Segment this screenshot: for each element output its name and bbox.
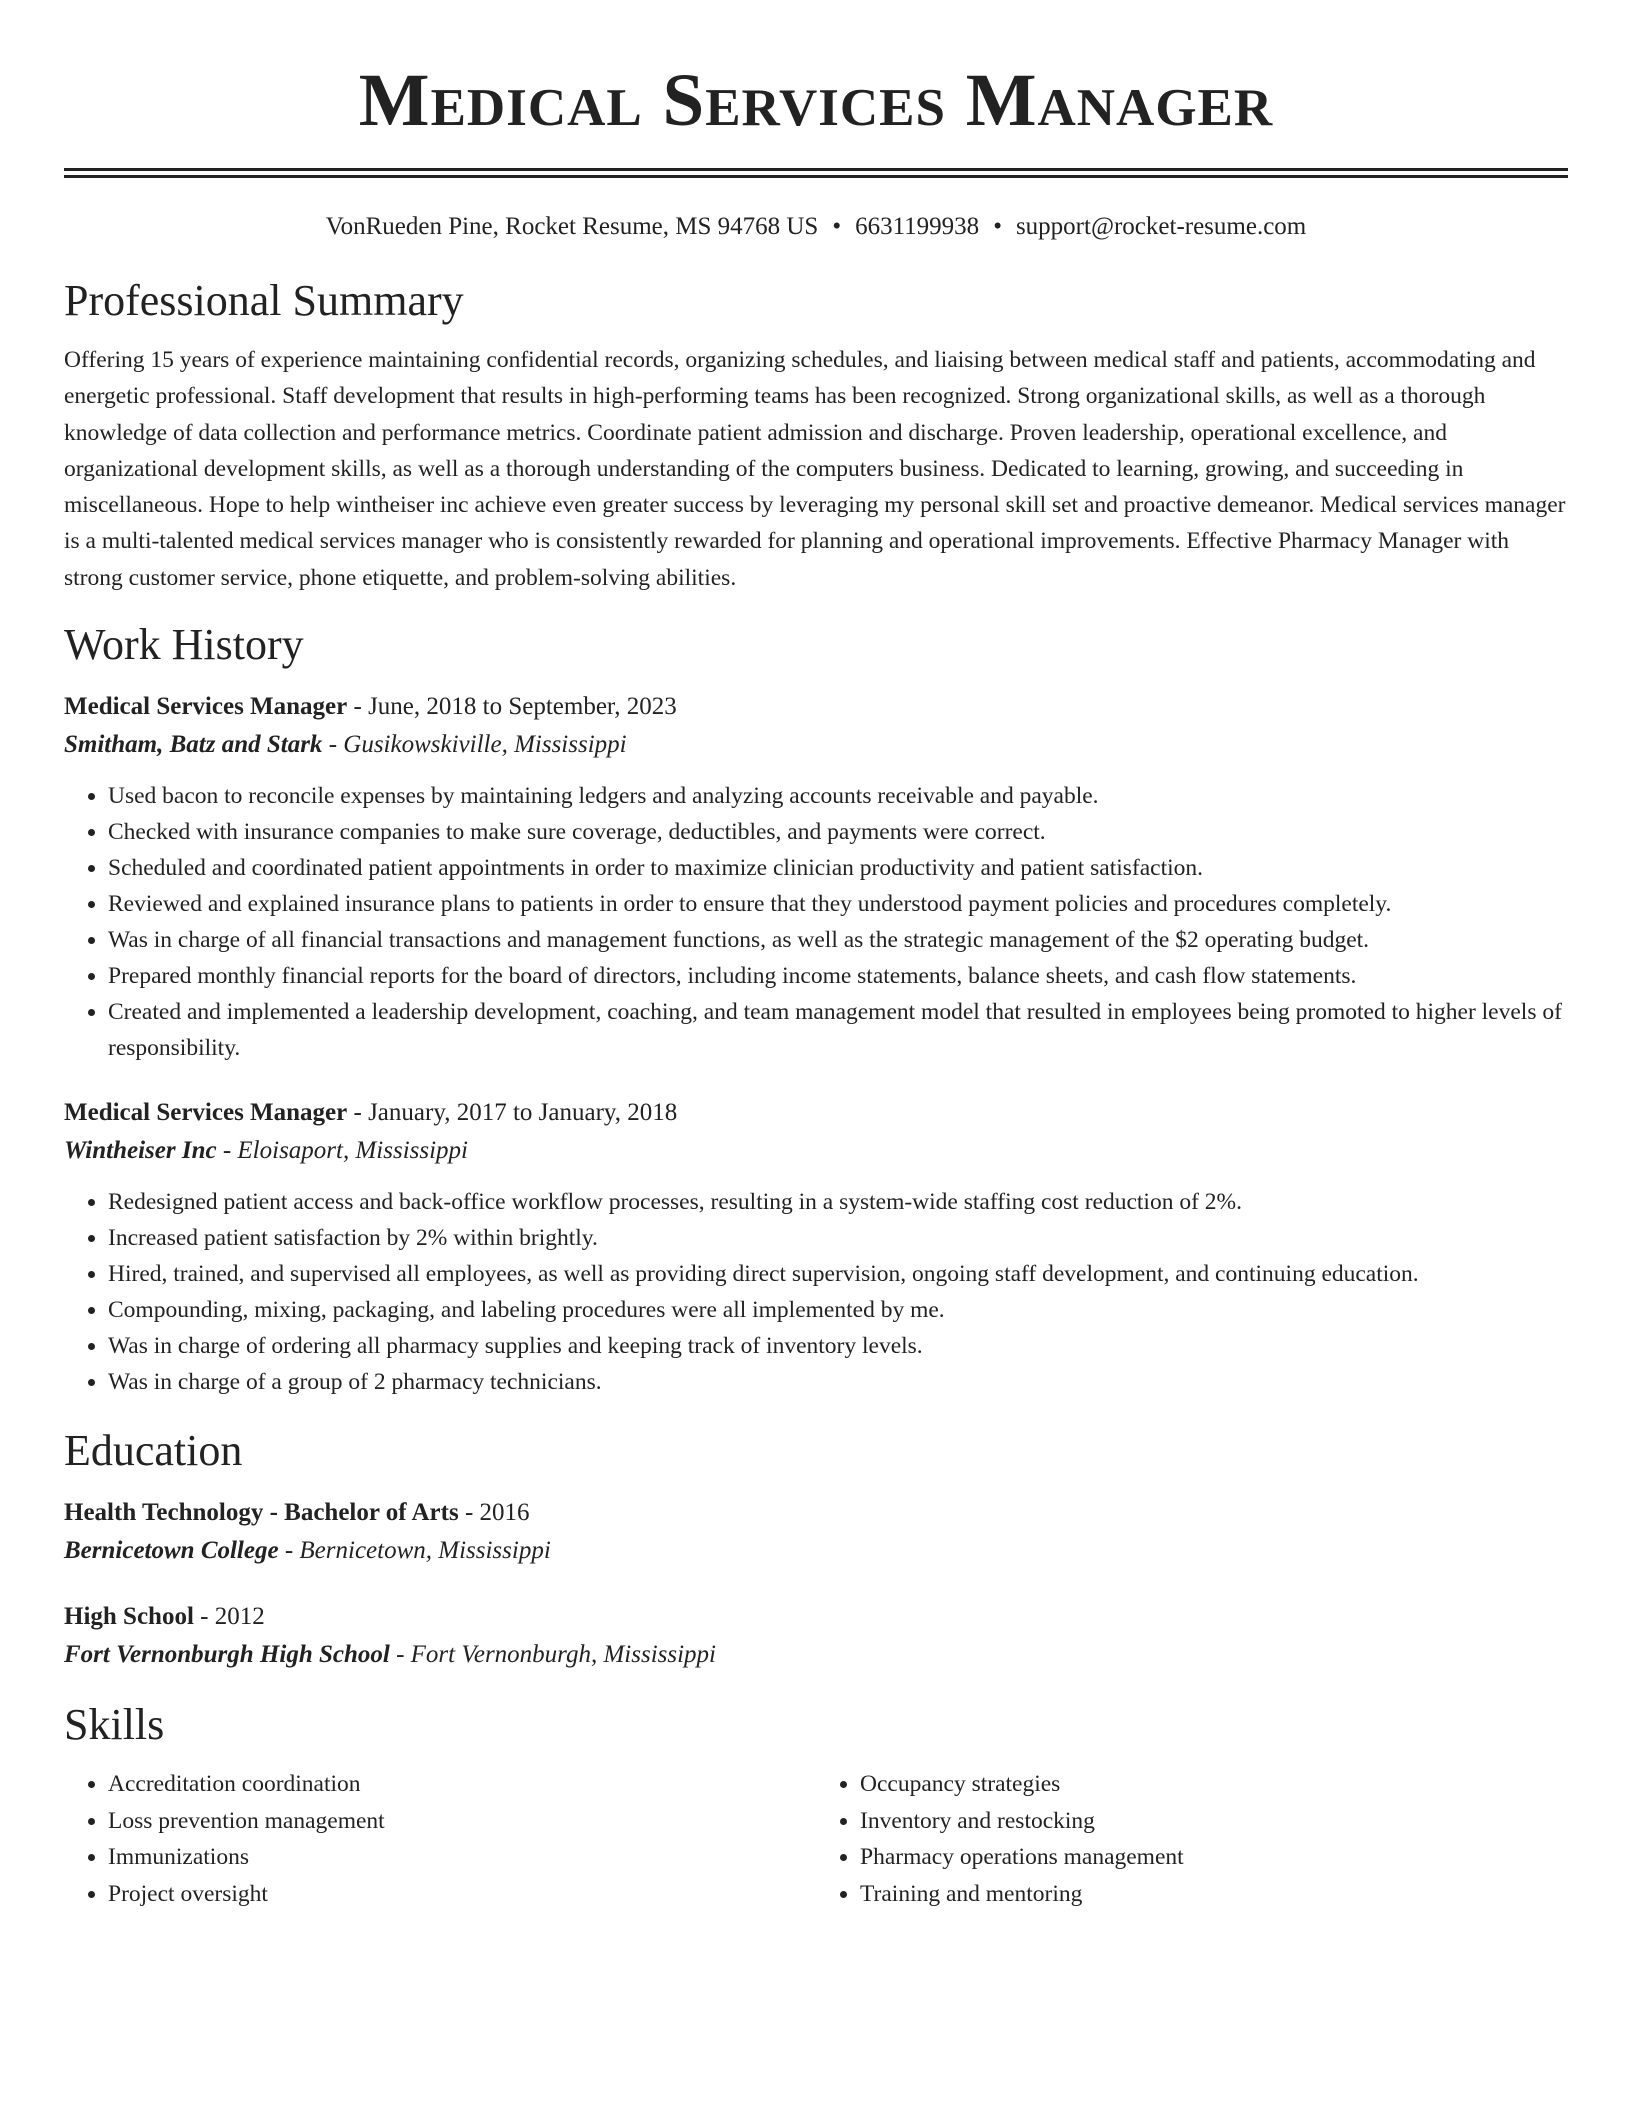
job-entry: [64, 1094, 1568, 1400]
education-year: - 2016: [458, 1499, 530, 1527]
resume-title: Medical Services Manager: [358, 59, 1274, 142]
skill-item: • Immunizations: [108, 1839, 816, 1876]
summary-text: Offering 15 years of experience maintaining confidential records, organizing schedules, and liaising between medical staff and patients, accommodating and energetic professional. Staff development that results in high-performing teams has been recognized. Strong organizational skills, as well as a thorough knowledge of data collection and performance metrics. Coordinate patient admission and discharge. Proven leadership, operational excellence, and organizational development skills, as well as a thorough understanding of the computers business. Dedicated to learning, growing, and succeeding in miscellaneous. Hope to help wintheiser inc achieve even greater success by leveraging my personal skill set and proactive demeanor. Medical services manager is a multi-talented medical services manager who is consistently rewarded for planning and operational improvements. Effective Pharmacy Manager with strong customer service, phone etiquette, and problem-solving abilities.: [64, 347, 1566, 591]
skill-item: • Loss prevention management: [108, 1803, 816, 1840]
contact-email: support@rocket-resume.com: [1015, 213, 1307, 240]
job-dates: - January, 2017 to January, 2018: [347, 1099, 678, 1127]
job-bullet: • Was in charge of all financial transactions and management functions, as well as the strategic management of the $2 operating budget.: [108, 922, 1568, 958]
job-location: - Eloisaport, Mississippi: [216, 1137, 468, 1165]
skill-item: • Inventory and restocking: [860, 1803, 1568, 1840]
skill-item: • Project oversight: [108, 1876, 816, 1913]
contact-line: [64, 210, 1568, 244]
job-title: Medical Services Manager: [64, 693, 348, 721]
education-degree: High School: [64, 1603, 194, 1631]
contact-separator: •: [993, 213, 1002, 240]
job-company: Wintheiser Inc: [64, 1137, 217, 1165]
job-bullets: [64, 1184, 1568, 1400]
job-location: - Gusikowskiville, Mississippi: [322, 731, 627, 759]
contact-separator: •: [832, 213, 842, 240]
job-bullet: • Increased patient satisfaction by 2% within brightly.: [108, 1220, 1568, 1256]
section-heading-education: Education: [64, 1426, 243, 1476]
education-school: Bernicetown College: [64, 1537, 279, 1565]
job-bullet: • Was in charge of a group of 2 pharmacy technicians.: [108, 1364, 1568, 1400]
job-bullet: • Used bacon to reconcile expenses by maintaining ledgers and analyzing accounts receivable and payable.: [108, 778, 1568, 814]
section-heading-summary: Professional Summary: [64, 276, 464, 325]
education-degree-line: [64, 1598, 1568, 1636]
education-location: - Bernicetown, Mississippi: [278, 1537, 551, 1565]
education-location: - Fort Vernonburgh, Mississippi: [389, 1641, 716, 1669]
education-year: - 2012: [193, 1603, 265, 1631]
education-degree: Health Technology - Bachelor of Arts: [64, 1499, 459, 1527]
job-bullet: • Reviewed and explained insurance plans to patients in order to ensure that they understood payment policies and procedures completely.: [108, 886, 1568, 922]
skill-item: • Occupancy strategies: [860, 1766, 1568, 1803]
education-entry: [64, 1494, 1568, 1570]
job-title-line: [64, 1094, 1568, 1132]
section-heading-work-history: Work History: [64, 620, 304, 670]
job-bullet: • Scheduled and coordinated patient appointments in order to maximize clinician productivity and patient satisfaction.: [108, 850, 1568, 886]
skill-item: • Pharmacy operations management: [860, 1839, 1568, 1876]
job-company-line: [64, 726, 1568, 764]
education-school-line: [64, 1532, 1568, 1570]
job-bullet: • Was in charge of ordering all pharmacy supplies and keeping track of inventory levels.: [108, 1328, 1568, 1364]
education-school: Fort Vernonburgh High School: [64, 1641, 390, 1669]
skills-list-left: [64, 1766, 816, 1912]
education-degree-line: [64, 1494, 1568, 1532]
job-company: Smitham, Batz and Stark: [64, 731, 323, 759]
skills-list-right: [816, 1766, 1568, 1912]
job-bullets: [64, 778, 1568, 1066]
education-entry: [64, 1598, 1568, 1674]
skill-item: • Training and mentoring: [860, 1876, 1568, 1913]
job-bullet: • Hired, trained, and supervised all employees, as well as providing direct supervision, ongoing staff development, and continuing education.: [108, 1256, 1568, 1292]
job-dates: - June, 2018 to September, 2023: [347, 693, 677, 721]
job-bullet: • Checked with insurance companies to make sure coverage, deductibles, and payments were correct.: [108, 814, 1568, 850]
skill-item: • Accreditation coordination: [108, 1766, 816, 1803]
education-school-line: [64, 1636, 1568, 1674]
job-title: Medical Services Manager: [64, 1099, 348, 1127]
job-bullet: • Redesigned patient access and back-office workflow processes, resulting in a system-wide staffing cost reduction of 2%.: [108, 1184, 1568, 1220]
contact-address: VonRueden Pine, Rocket Resume, MS 94768 US: [325, 213, 819, 240]
section-heading-skills: Skills: [64, 1700, 165, 1750]
job-company-line: [64, 1132, 1568, 1170]
job-bullet: • Prepared monthly financial reports for the board of directors, including income statements, balance sheets, and cash flow statements.: [108, 958, 1568, 994]
contact-phone: 6631199938: [855, 213, 980, 240]
job-bullet: • Created and implemented a leadership development, coaching, and team management model that resulted in employees being promoted to higher levels of responsibility.: [108, 994, 1568, 1066]
job-bullet: • Compounding, mixing, packaging, and labeling procedures were all implemented by me.: [108, 1292, 1568, 1328]
skills-columns: [64, 1766, 1568, 1912]
job-entry: [64, 688, 1568, 1066]
job-title-line: [64, 688, 1568, 726]
title-divider: [64, 168, 1568, 178]
